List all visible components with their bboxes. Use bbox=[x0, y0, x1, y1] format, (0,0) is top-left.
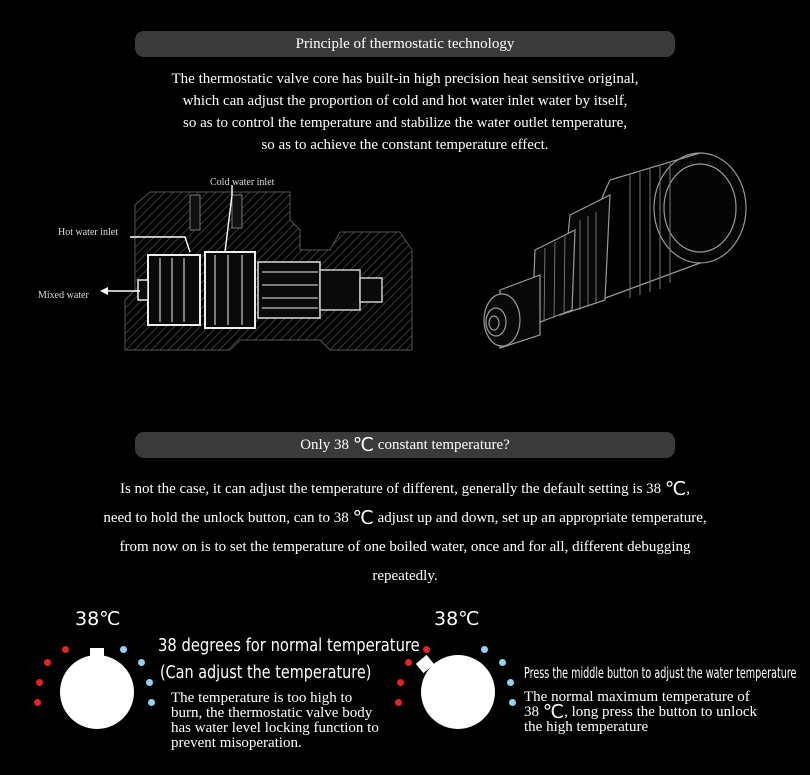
hot-dot bbox=[44, 659, 51, 666]
valve-cutaway-diagram bbox=[0, 170, 440, 360]
section-title-constant-temperature bbox=[135, 432, 675, 458]
hot-dot bbox=[423, 646, 430, 653]
description-text: 38 bbox=[524, 704, 543, 720]
section-title-principle bbox=[135, 31, 675, 57]
knob-dial bbox=[421, 655, 495, 729]
intro-line: The thermostatic valve core has built-in high precision heat sensitive original, bbox=[171, 71, 639, 87]
section-title-pre: Only 38 bbox=[300, 437, 353, 453]
description-line: The temperature is too high to bbox=[171, 690, 353, 706]
line-text: from now on is to set the temperature of one boiled water, once and for all, different debugging bbox=[119, 539, 691, 555]
paragraph-line bbox=[0, 533, 810, 562]
line-text: repeatedly. bbox=[372, 568, 438, 584]
description-line: burn, the thermostatic valve body bbox=[171, 705, 373, 721]
line-text: Is not the case, it can adjust the temperature of different, generally the default setting is 38 bbox=[119, 481, 665, 497]
description-line: prevent misoperation. bbox=[171, 735, 302, 751]
hot-dot bbox=[34, 699, 41, 706]
description-line: has water level locking function to bbox=[171, 720, 379, 736]
section-title-unit: ℃ bbox=[352, 434, 375, 456]
hot-dot bbox=[36, 679, 43, 686]
line-unit: ℃ bbox=[352, 507, 374, 529]
knob-indicator bbox=[90, 648, 104, 660]
label-cold-water-inlet: Cold water inlet bbox=[210, 177, 275, 188]
feature-title-left: 38 degrees for normal temperature bbox=[158, 635, 420, 656]
section-title-text: Principle of thermostatic technology bbox=[295, 36, 515, 52]
cold-dot bbox=[148, 699, 155, 706]
cold-dot bbox=[507, 679, 514, 686]
description-unit: ℃ bbox=[542, 701, 565, 723]
paragraph-line bbox=[0, 562, 810, 591]
cold-dot bbox=[499, 659, 506, 666]
constant-temperature-paragraph bbox=[0, 475, 810, 591]
line-text: need to hold the unlock button, can to 38 bbox=[103, 510, 353, 526]
label-hot-water-inlet: Hot water inlet bbox=[58, 227, 118, 238]
cold-dot bbox=[146, 679, 153, 686]
hot-dot bbox=[62, 646, 69, 653]
description-line: the high temperature bbox=[524, 719, 649, 735]
valve-cartridge-render bbox=[460, 150, 760, 370]
feature-description-left bbox=[171, 691, 379, 751]
section-title-post: constant temperature? bbox=[374, 437, 510, 453]
feature-title-right: Press the middle button to adjust the water temperature bbox=[524, 664, 797, 682]
feature-description-right bbox=[524, 690, 757, 735]
temperature-readout-right: 38℃ bbox=[434, 608, 480, 630]
intro-line: so as to control the temperature and stabilize the water outlet temperature, bbox=[183, 115, 627, 131]
cold-dot bbox=[120, 646, 127, 653]
cold-dot bbox=[481, 646, 488, 653]
hot-dot bbox=[405, 659, 412, 666]
feature-subtitle-left: (Can adjust the temperature) bbox=[160, 662, 372, 683]
intro-line: which can adjust the proportion of cold and hot water inlet water by itself, bbox=[182, 93, 628, 109]
hot-dot bbox=[395, 699, 402, 706]
paragraph-line bbox=[0, 504, 810, 533]
line-text-end: , bbox=[686, 481, 691, 497]
description-line: The normal maximum temperature of bbox=[524, 689, 750, 705]
intro-line: so as to achieve the constant temperature effect. bbox=[261, 137, 549, 153]
cold-dot bbox=[138, 659, 145, 666]
line-text-end: adjust up and down, set up an appropriate temperature, bbox=[373, 510, 707, 526]
temperature-readout-left: 38℃ bbox=[75, 608, 121, 630]
paragraph-line bbox=[0, 475, 810, 504]
line-unit: ℃ bbox=[664, 478, 687, 500]
knob-dial bbox=[60, 655, 134, 729]
description-line bbox=[524, 701, 757, 723]
cold-dot bbox=[509, 699, 516, 706]
label-mixed-water: Mixed water bbox=[38, 290, 89, 301]
description-text-end: , long press the button to unlock bbox=[564, 704, 757, 720]
hot-dot bbox=[397, 679, 404, 686]
intro-paragraph bbox=[0, 68, 810, 156]
